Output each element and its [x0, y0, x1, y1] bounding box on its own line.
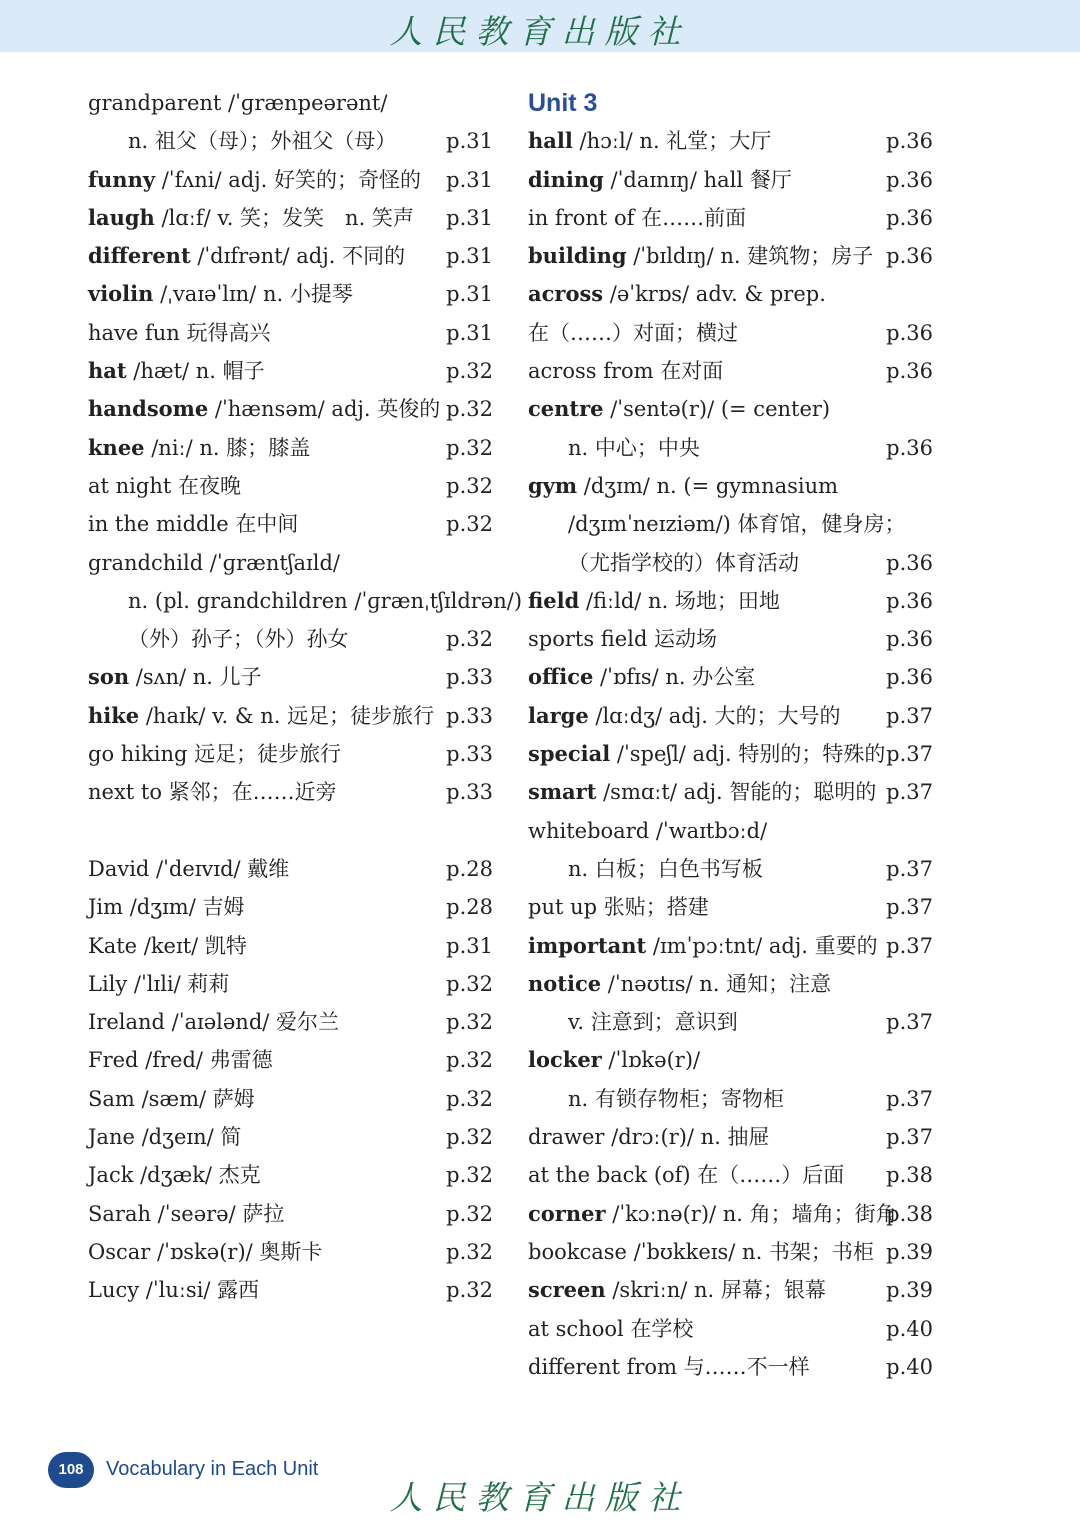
unit-heading-row: [528, 84, 933, 122]
page-ref: p.39: [886, 1239, 933, 1264]
footer-title: Vocabulary in Each Unit: [106, 1458, 319, 1480]
page-ref: p.33: [446, 703, 493, 728]
page-ref: p.36: [886, 205, 933, 230]
definition: different from 与……不一样: [528, 1354, 810, 1379]
entry-text: [88, 1041, 273, 1079]
definition: /lɑːf/ v. 笑；发笑 n. 笑声: [154, 205, 414, 230]
entry-text: [528, 1156, 844, 1194]
entry-text: [528, 582, 780, 620]
headword: gym: [528, 472, 578, 498]
page-ref: p.36: [886, 588, 933, 613]
entry-text: [528, 237, 873, 275]
vocab-entry: [88, 850, 493, 888]
page-ref: p.32: [446, 971, 493, 996]
page-ref: p.37: [886, 780, 933, 805]
entry-text: [88, 1080, 255, 1118]
page-ref: p.32: [446, 1201, 493, 1226]
entry-text: [88, 352, 265, 390]
definition: （外）孙子；（外）孙女: [128, 627, 349, 652]
page-ref: p.38: [886, 1163, 933, 1188]
entry-text: [528, 1041, 700, 1079]
page-ref: p.33: [446, 665, 493, 690]
vocab-entry: [528, 429, 933, 467]
entry-text: [528, 735, 885, 773]
headword: funny: [88, 166, 156, 192]
definition: /ˈsentə(r)/ (= center): [603, 397, 831, 422]
vocab-entry: [528, 735, 933, 773]
entry-text: [528, 697, 841, 735]
headword: handsome: [88, 396, 209, 422]
definition: /ˈnəʊtɪs/ n. 通知；注意: [601, 971, 832, 996]
headword: dining: [528, 166, 604, 192]
vocab-entry: [528, 927, 933, 965]
definition: /smɑːt/ adj. 智能的；聪明的: [596, 780, 877, 805]
definition: /ˈdɪfrənt/ adj. 不同的: [190, 244, 406, 269]
definition: /ˈspeʃl/ adj. 特别的；特殊的: [610, 742, 886, 767]
definition: at school 在学校: [528, 1316, 694, 1341]
definition: Jim /dʒɪm/ 吉姆: [88, 895, 245, 920]
page-ref: p.38: [886, 1201, 933, 1226]
page-ref: p.32: [446, 1239, 493, 1264]
definition: next to 紧邻；在……近旁: [88, 780, 337, 805]
entry-text: [528, 161, 792, 199]
page-ref: p.31: [446, 205, 493, 230]
definition: 在（……）对面；横过: [528, 320, 738, 345]
definition: /fiːld/ n. 场地；田地: [579, 588, 780, 613]
vocab-entry: [88, 1156, 493, 1194]
entry-text: [568, 1003, 738, 1041]
vocab-entry: [88, 1195, 493, 1233]
vocab-entry: [528, 888, 933, 926]
vocab-entry: [528, 161, 933, 199]
entry-text: [88, 314, 271, 352]
page-ref: p.36: [886, 627, 933, 652]
vocab-entry: [528, 812, 933, 850]
vocab-entry: [88, 467, 493, 505]
vocab-entry: [528, 773, 933, 811]
entry-text: [528, 390, 830, 428]
definition: /lɑːdʒ/ adj. 大的；大号的: [588, 703, 841, 728]
entry-text: [528, 1310, 693, 1348]
entry-text: [528, 658, 755, 696]
definition: David /ˈdeɪvɪd/ 戴维: [88, 856, 290, 881]
header-band: [0, 0, 1080, 52]
definition: /ˈhænsəm/ adj. 英俊的: [208, 397, 441, 422]
page-ref: p.37: [886, 703, 933, 728]
headword: hat: [88, 358, 127, 384]
vocab-entry: [88, 697, 493, 735]
page-ref: p.32: [446, 473, 493, 498]
definition: /ˈlɒkə(r)/: [601, 1048, 701, 1073]
definition: in front of 在……前面: [528, 205, 747, 230]
entry-text: [528, 927, 878, 965]
vocab-entry: [88, 773, 493, 811]
headword: office: [528, 664, 594, 690]
definition: bookcase /ˈbʊkkeɪs/ n. 书架；书柜: [528, 1239, 874, 1264]
vocab-entry: [88, 1233, 493, 1271]
headword: hall: [528, 128, 573, 154]
definition: n. 祖父（母）；外祖父（母）: [128, 129, 397, 154]
vocab-entry: [88, 84, 493, 122]
vocab-entry: [528, 199, 933, 237]
entry-text: [128, 620, 349, 658]
headword: large: [528, 702, 589, 728]
vocab-entry: [88, 275, 493, 313]
vocab-entry: [528, 1271, 933, 1309]
headword: different: [88, 243, 191, 269]
entry-text: [88, 658, 262, 696]
entry-text: [88, 1118, 241, 1156]
headword: field: [528, 587, 580, 613]
vocab-entry: [528, 1195, 933, 1233]
right-column: [528, 84, 933, 1386]
entry-text: [88, 965, 229, 1003]
page-ref: p.32: [446, 397, 493, 422]
vocab-entry: [528, 544, 933, 582]
definition: /ˌvaɪəˈlɪn/ n. 小提琴: [153, 282, 353, 307]
entry-text: [528, 1233, 874, 1271]
entry-text: [528, 84, 597, 123]
definition: whiteboard /ˈwaɪtbɔːd/: [528, 818, 768, 843]
definition: （尤指学校的）体育活动: [568, 550, 799, 575]
page-ref: p.33: [446, 780, 493, 805]
vocab-entry: [88, 1118, 493, 1156]
entry-text: [528, 275, 826, 313]
page-ref: p.31: [446, 320, 493, 345]
vocab-entry: [528, 505, 933, 543]
definition: n. 中心；中央: [568, 435, 700, 460]
headword: building: [528, 243, 627, 269]
entry-text: [528, 773, 876, 811]
vocab-entry: [88, 735, 493, 773]
definition: grandparent /ˈɡrænpeərənt/: [88, 91, 388, 115]
headword: important: [528, 932, 647, 958]
page-ref: p.36: [886, 320, 933, 345]
headword: knee: [88, 434, 145, 460]
definition: sports field 运动场: [528, 627, 718, 652]
entry-text: [568, 505, 906, 543]
entry-text: [528, 122, 771, 160]
vocab-entry: [88, 812, 493, 850]
headword: screen: [528, 1277, 606, 1303]
definition: Sam /sæm/ 萨姆: [88, 1086, 255, 1111]
vocab-entry: [88, 199, 493, 237]
entry-text: [88, 735, 341, 773]
vocab-entry: [88, 314, 493, 352]
page-ref: p.32: [446, 512, 493, 537]
definition: Sarah /ˈseərə/ 萨拉: [88, 1201, 285, 1226]
entry-text: [528, 467, 838, 505]
vocab-entry: [88, 1271, 493, 1309]
vocab-entry: [528, 620, 933, 658]
page-ref: p.32: [446, 1163, 493, 1188]
vocab-entry: [88, 429, 493, 467]
vocab-entry: [528, 697, 933, 735]
definition: /dʒɪmˈneɪziəm/) 体育馆，健身房；: [568, 512, 906, 537]
headword: son: [88, 664, 130, 690]
definition: Kate /keɪt/ 凯特: [88, 933, 247, 958]
definition: /ˈɒfɪs/ n. 办公室: [593, 665, 756, 690]
vocab-entry: [88, 888, 493, 926]
entry-text: [88, 84, 387, 122]
entry-text: [528, 1348, 810, 1386]
page-ref: p.32: [446, 1010, 493, 1035]
entry-text: [528, 352, 723, 390]
page-ref: p.28: [446, 895, 493, 920]
vocab-entry: [528, 1310, 933, 1348]
entry-text: [88, 888, 244, 926]
page-ref: p.37: [886, 1010, 933, 1035]
entry-text: [88, 544, 340, 582]
definition: n. 有锁存物柜；寄物柜: [568, 1086, 784, 1111]
vocab-entry: [88, 237, 493, 275]
headword: smart: [528, 779, 597, 805]
definition: /haɪk/ v. & n. 远足；徒步旅行: [139, 703, 435, 728]
page-ref: p.31: [446, 129, 493, 154]
vocab-entry: [88, 122, 493, 160]
headword: centre: [528, 396, 604, 422]
page-ref: p.37: [886, 856, 933, 881]
vocab-entry: [528, 658, 933, 696]
definition: n. 白板；白色书写板: [568, 856, 763, 881]
page-ref: p.39: [886, 1278, 933, 1303]
page-ref: p.36: [886, 244, 933, 269]
definition: at night 在夜晚: [88, 473, 241, 498]
entry-text: [528, 812, 767, 850]
definition: /niː/ n. 膝；膝盖: [144, 435, 311, 460]
entry-text: [528, 1118, 770, 1156]
entry-text: [88, 1156, 261, 1194]
page-ref: p.32: [446, 1278, 493, 1303]
entry-text: [88, 237, 405, 275]
entry-text: [528, 314, 738, 352]
vocab-entry: [88, 390, 493, 428]
page-ref: p.37: [886, 895, 933, 920]
page-ref: p.37: [886, 742, 933, 767]
definition: go hiking 远足；徒步旅行: [88, 742, 342, 767]
vocab-entry: [528, 1080, 933, 1118]
vocab-entry: [528, 1233, 933, 1271]
vocab-entry: [88, 658, 493, 696]
vocab-entry: [528, 390, 933, 428]
vocab-entry: [88, 352, 493, 390]
entry-text: [88, 275, 353, 313]
headword: hike: [88, 702, 140, 728]
vocab-entry: [88, 965, 493, 1003]
vocab-entry: [88, 582, 523, 620]
vocab-entry: [88, 1080, 493, 1118]
definition: Lucy /ˈluːsi/ 露西: [88, 1278, 260, 1303]
definition: Fred /fred/ 弗雷德: [88, 1048, 273, 1073]
definition: /sʌn/ n. 儿子: [129, 665, 262, 690]
entry-text: [88, 1195, 284, 1233]
definition: put up 张贴；搭建: [528, 895, 709, 920]
headword: across: [528, 281, 604, 307]
vocab-entry: [88, 620, 493, 658]
definition: n. (pl. grandchildren /ˈɡrænˌtʃɪldrən/): [128, 588, 523, 613]
entry-text: [528, 888, 709, 926]
headword: notice: [528, 970, 602, 996]
definition: have fun 玩得高兴: [88, 320, 271, 345]
definition: /skriːn/ n. 屏幕；银幕: [605, 1278, 826, 1303]
definition: /ˈfʌni/ adj. 好笑的；奇怪的: [155, 167, 422, 192]
page-ref: p.36: [886, 129, 933, 154]
page-ref: p.31: [446, 933, 493, 958]
definition: drawer /drɔː(r)/ n. 抽屉: [528, 1125, 770, 1150]
entry-text: [568, 544, 799, 582]
definition: Jack /dʒæk/ 杰克: [88, 1163, 261, 1188]
definition: Oscar /ˈɒskə(r)/ 奥斯卡: [88, 1239, 323, 1264]
vocab-entry: [88, 927, 493, 965]
entry-text: [88, 161, 421, 199]
entry-text: [88, 199, 414, 237]
entry-text: [88, 429, 310, 467]
unit-heading: Unit 3: [528, 89, 598, 117]
entry-text: [528, 1271, 826, 1309]
page-ref: p.37: [886, 933, 933, 958]
definition: /ˈbɪldɪŋ/ n. 建筑物；房子: [626, 244, 874, 269]
vocab-entry: [528, 850, 933, 888]
page-ref: p.32: [446, 435, 493, 460]
page-ref: p.36: [886, 435, 933, 460]
definition: in the middle 在中间: [88, 512, 299, 537]
entry-text: [528, 199, 746, 237]
vocab-entry: [528, 1041, 933, 1079]
page-ref: p.36: [886, 550, 933, 575]
page-ref: p.40: [886, 1316, 933, 1341]
vocab-entry: [528, 352, 933, 390]
definition: /hæt/ n. 帽子: [126, 359, 265, 384]
definition: Lily /ˈlɪli/ 莉莉: [88, 971, 230, 996]
publisher-logo: 人民教育出版社: [389, 12, 691, 51]
page-ref: p.32: [446, 359, 493, 384]
page-ref: p.32: [446, 1048, 493, 1073]
entry-text: [568, 1080, 784, 1118]
headword: locker: [528, 1047, 602, 1073]
page-ref: p.31: [446, 244, 493, 269]
entry-text: [88, 390, 440, 428]
vocab-entry: [528, 122, 933, 160]
page-ref: p.37: [886, 1125, 933, 1150]
headword: corner: [528, 1200, 606, 1226]
definition: /ɪmˈpɔːtnt/ adj. 重要的: [646, 933, 878, 958]
page-number-badge: 108: [48, 1452, 94, 1488]
page-ref: p.32: [446, 1125, 493, 1150]
page-ref: p.32: [446, 627, 493, 652]
page-ref: p.28: [446, 856, 493, 881]
definition: Ireland /ˈaɪələnd/ 爱尔兰: [88, 1010, 340, 1035]
page-ref: p.36: [886, 359, 933, 384]
entry-text: [88, 927, 247, 965]
entry-text: [88, 1233, 322, 1271]
vocab-entry: [88, 161, 493, 199]
vocab-entry: [528, 1348, 933, 1386]
entry-text: [128, 582, 522, 620]
headword: violin: [88, 281, 154, 307]
entry-text: [88, 505, 298, 543]
vocab-entry: [88, 544, 493, 582]
vocab-entry: [528, 275, 933, 313]
entry-text: [88, 1003, 339, 1041]
left-column: [88, 84, 523, 1310]
definition: grandchild /ˈɡræntʃaɪld/: [88, 550, 341, 575]
vocab-entry: [528, 237, 933, 275]
definition: /ˈdaɪnɪŋ/ hall 餐厅: [603, 167, 792, 192]
page-ref: p.40: [886, 1354, 933, 1379]
headword: special: [528, 741, 611, 767]
definition: /əˈkrɒs/ adv. & prep.: [603, 282, 826, 307]
vocab-entry: [528, 1156, 933, 1194]
vocab-entry: [528, 1118, 933, 1156]
entry-text: [88, 697, 434, 735]
entry-text: [128, 122, 396, 160]
definition: v. 注意到；意识到: [568, 1010, 738, 1035]
definition: /ˈkɔːnə(r)/ n. 角；墙角；街角: [605, 1201, 897, 1226]
entry-text: [528, 965, 831, 1003]
definition: across from 在对面: [528, 359, 724, 384]
entry-text: [88, 467, 241, 505]
entry-text: [88, 773, 337, 811]
page-ref: p.32: [446, 1086, 493, 1111]
page-ref: p.31: [446, 282, 493, 307]
entry-text: [528, 620, 717, 658]
entry-text: [568, 429, 700, 467]
definition: /dʒɪm/ n. (= gymnasium: [577, 473, 839, 498]
page-ref: p.33: [446, 742, 493, 767]
entry-text: [528, 1195, 897, 1233]
page-ref: p.36: [886, 167, 933, 192]
vocab-entry: [88, 1003, 493, 1041]
definition: Jane /dʒeɪn/ 简: [88, 1125, 242, 1150]
entry-text: [88, 850, 289, 888]
entry-text: [88, 1271, 259, 1309]
definition: at the back (of) 在（……）后面: [528, 1163, 845, 1188]
vocab-entry: [528, 965, 933, 1003]
page-ref: p.37: [886, 1086, 933, 1111]
vocab-entry: [88, 1041, 493, 1079]
footer-publisher-logo: 人民教育出版社: [389, 1478, 691, 1517]
vocab-entry: [528, 467, 933, 505]
vocab-entry: [88, 505, 493, 543]
vocab-entry: [528, 582, 933, 620]
vocab-entry: [528, 314, 933, 352]
entry-text: [568, 850, 763, 888]
page-ref: p.36: [886, 665, 933, 690]
definition: /hɔːl/ n. 礼堂；大厅: [572, 129, 772, 154]
headword: laugh: [88, 204, 155, 230]
vocab-entry: [528, 1003, 933, 1041]
page-ref: p.31: [446, 167, 493, 192]
